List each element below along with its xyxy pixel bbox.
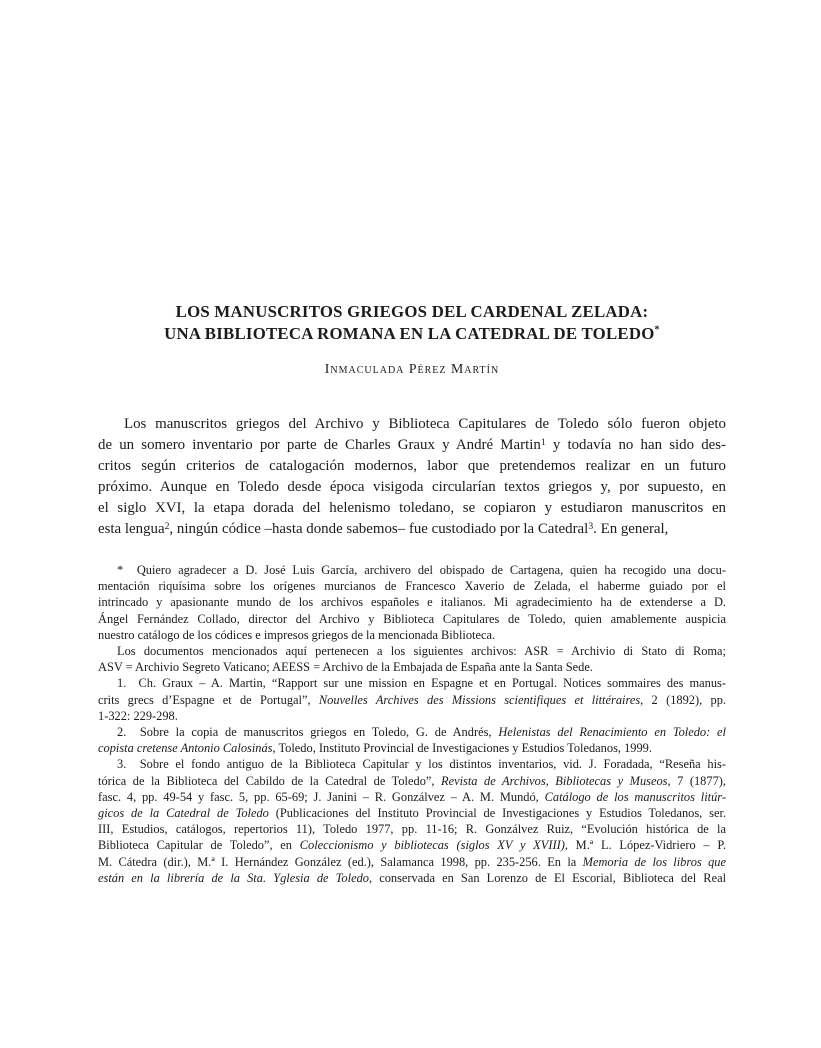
body-text <box>98 414 726 541</box>
cited-work-title: están en la librería de la Sta. Yglesia de Toledo <box>98 870 369 885</box>
footnote-line <box>98 643 726 659</box>
text-segment: critos según criterios de catalogación modernos, labor que pretendemos realizar en un futuro <box>98 458 726 475</box>
text-segment: M. Cátedra (dir.), M.ª I. Hernández González (ed.), Salamanca 1998, pp. 235-256. En la <box>98 854 583 869</box>
text-segment: el siglo XVI, la etapa dorada del helenismo toledano, se copiaron y estudiaron manuscritos en <box>98 500 726 517</box>
text-segment: tórica de la Biblioteca del Cabildo de la Catedral de Toledo”, <box>98 773 442 788</box>
text-segment: M.ª L. López-Vidriero – P. <box>567 838 726 853</box>
title-footnote-ref: * <box>654 323 660 335</box>
article-title-line2-text: UNA BIBLIOTECA ROMANA EN LA CATEDRAL DE TOLEDO <box>164 323 655 343</box>
footnote-ref-marker: 2 <box>164 521 170 533</box>
footnote-line <box>98 611 726 627</box>
cited-work-title: Memoria de los libros que <box>582 854 726 869</box>
cited-work-title: Coleccionismo y bibliotecas (siglos XV y XVIII), <box>299 838 568 853</box>
text-segment: Biblioteca Capitular de Toledo”, en <box>98 838 300 853</box>
text-segment: * Quiero agradecer a D. José Luis García, archivero del obispado de Cartagena, quien ha recogido una docu- <box>117 563 726 577</box>
footnote-line <box>98 740 726 756</box>
cited-work-title: gicos de la Catedral de Toledo <box>98 806 269 821</box>
footnote-line <box>98 789 726 805</box>
footnote-line <box>98 578 726 594</box>
cited-work-title: copista cretense Antonio Calosinás <box>98 741 273 756</box>
text-segment: 2 (1892), pp. <box>643 692 726 707</box>
cited-work-title: Nouvelles Archives des Missions scientifiques et littéraires, <box>318 692 644 707</box>
text-segment: 2. Sobre la copia de manuscritos griegos en Toledo, G. de Andrés, <box>117 725 499 740</box>
footnote-line <box>98 870 726 886</box>
body-text-line <box>98 498 726 519</box>
footnote-ref-marker: 1 <box>540 436 546 448</box>
footnote-line <box>98 854 726 870</box>
text-segment: fasc. 4, pp. 49-54 y fasc. 5, pp. 65-69; J. Janini – R. Gonzálvez – A. M. Mundó, <box>98 789 545 804</box>
text-segment: crits grecs d’Espagne et de Portugal”, <box>98 692 319 707</box>
text-segment: próximo. Aunque en Toledo desde época visigoda circularían textos griegos y, por supuesto, en <box>98 479 726 496</box>
text-segment: 1-322: 229-298. <box>98 708 178 723</box>
footnote-line <box>98 805 726 821</box>
body-text-line <box>98 456 726 477</box>
author-name: Inmaculada Pérez Martín <box>324 361 500 376</box>
text-segment: , Toledo, Instituto Provincial de Investigaciones y Estudios Toledanos, 1999. <box>272 741 652 756</box>
footnotes-block <box>98 562 726 886</box>
text-segment: Los manuscritos griegos del Archivo y Biblioteca Capitulares de Toledo sólo fueron objeto <box>124 416 726 432</box>
article-title-line1: LOS MANUSCRITOS GRIEGOS DEL CARDENAL ZELADA: <box>175 302 649 321</box>
footnote-ref-marker: 3 <box>588 521 594 533</box>
body-text-line <box>98 414 726 435</box>
body-text-line <box>98 435 726 456</box>
footnote-line <box>98 594 726 610</box>
cited-work-title: Helenistas del Renacimiento en Toledo: el <box>498 725 726 740</box>
footnote-line <box>98 692 726 708</box>
footnote-line <box>98 659 726 675</box>
text-segment: 3. Sobre el fondo antiguo de la Biblioteca Capitular y los distintos inventarios, vid. J. Foradada, “Reseña his- <box>117 757 726 772</box>
text-segment: ASV = Archivio Segreto Vaticano; AEESS = Archivo de la Embajada de España ante la Santa Sede. <box>98 660 593 675</box>
article-title-line2 <box>98 323 726 345</box>
text-segment: intrincado y apasionante mundo de los archivos españoles e italianos. Mi agradecimiento ha de extenderse a D. <box>98 595 726 610</box>
text-segment: Los documentos mencionados aquí pertenecen a los siguientes archivos: ASR = Archivio di Stato di Roma; <box>117 644 726 659</box>
text-segment: (Publicaciones del Instituto Provincial de Investigaciones y Estudios Toledanos, ser. <box>268 806 726 821</box>
article-title <box>98 301 726 344</box>
text-segment: de un somero inventario por parte de Charles Graux y André Martin <box>98 437 541 454</box>
footnote-line <box>98 756 726 772</box>
text-segment: , ningún códice –hasta donde sabemos– fue custodiado por la Catedral <box>169 521 589 538</box>
footnote-line <box>98 627 726 643</box>
footnote-line <box>98 821 726 837</box>
cited-work-title: Revista de Archivos, Bibliotecas y Museos, <box>441 773 671 788</box>
text-segment: Ángel Fernández Collado, director del Archivo y Biblioteca Capitulares de Toledo, quien amablemente auspicia <box>98 611 726 626</box>
footnote-line <box>98 708 726 724</box>
text-segment: esta lengua <box>98 521 165 538</box>
footnote-line <box>98 724 726 740</box>
cited-work-title: Catálogo de los manuscritos litúr- <box>544 789 726 804</box>
footnote-line <box>98 675 726 691</box>
body-text-line <box>98 519 726 540</box>
text-segment: y todavía no han sido des- <box>545 437 727 454</box>
body-text-line <box>98 477 726 498</box>
text-segment: , conservada en San Lorenzo de El Escorial, Biblioteca del Real <box>368 870 727 885</box>
text-segment: 7 (1877), <box>670 773 726 788</box>
text-segment: nuestro catálogo de los códices e impresos griegos de la mencionada Biblioteca. <box>98 627 496 642</box>
footnote-line <box>98 837 726 853</box>
text-segment: III, Estudios, catálogos, repertorios 11), Toledo 1977, pp. 11-16; R. Gonzálvez Ruiz, “Evolución histórica de la <box>98 822 726 837</box>
text-segment: 1. Ch. Graux – A. Martin, “Rapport sur une mission en Espagne et en Portugal. Notices sommaires des manus- <box>117 676 726 691</box>
text-segment: mentación riquísima sobre los orígenes murcianos de Francesco Xaverio de Zelada, el haberme guiado por el <box>98 579 726 594</box>
footnote-line <box>98 773 726 789</box>
text-segment: . En general, <box>593 521 669 538</box>
footnote-line <box>98 562 726 578</box>
